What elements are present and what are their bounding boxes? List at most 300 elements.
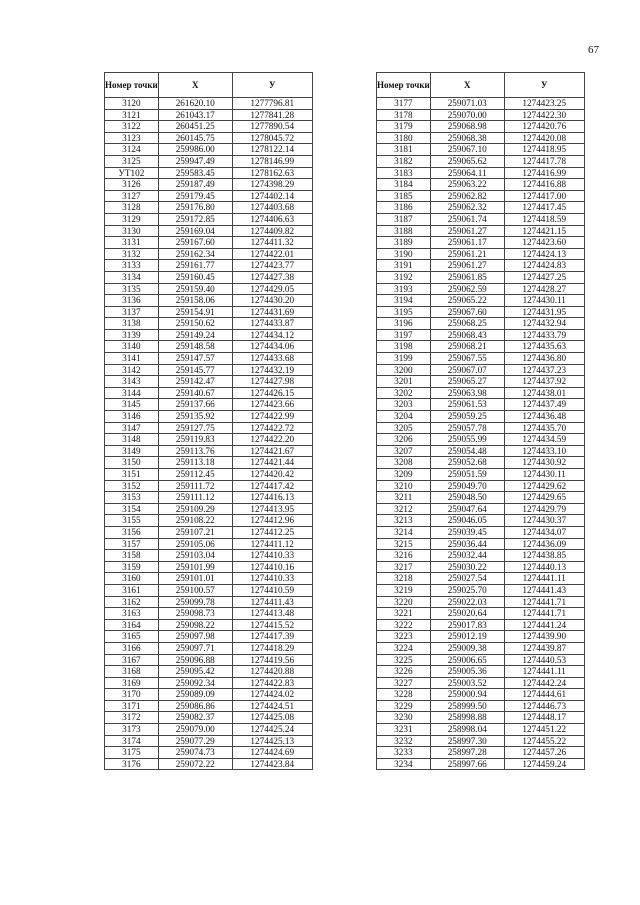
y-coordinate-cell: 1274418.95 bbox=[504, 144, 584, 156]
point-number-cell: 3156 bbox=[105, 526, 159, 538]
table-row bbox=[105, 550, 313, 562]
point-number-cell: 3139 bbox=[105, 329, 159, 341]
x-coordinate-cell: 259145.77 bbox=[158, 364, 232, 376]
point-number-cell: 3199 bbox=[377, 353, 431, 365]
table-row bbox=[105, 387, 313, 399]
y-coordinate-cell: 1274423.25 bbox=[504, 98, 584, 110]
point-number-cell: 3175 bbox=[105, 747, 159, 759]
x-coordinate-cell: 258998.88 bbox=[430, 712, 504, 724]
y-coordinate-cell: 1274441.11 bbox=[504, 666, 584, 678]
point-number-cell: 3185 bbox=[377, 190, 431, 202]
table-row bbox=[377, 480, 585, 492]
point-number-cell: 3232 bbox=[377, 735, 431, 747]
point-number-cell: 3150 bbox=[105, 457, 159, 469]
y-coordinate-cell: 1274437.23 bbox=[504, 364, 584, 376]
x-coordinate-cell: 259074.73 bbox=[158, 747, 232, 759]
table-row bbox=[105, 329, 313, 341]
point-number-cell: УТ102 bbox=[105, 167, 159, 179]
point-number-cell: 3121 bbox=[105, 109, 159, 121]
header-x: X bbox=[430, 73, 504, 98]
table-header-row bbox=[105, 73, 313, 98]
x-coordinate-cell: 259051.59 bbox=[430, 469, 504, 481]
y-coordinate-cell: 1274403.68 bbox=[232, 202, 312, 214]
point-number-cell: 3174 bbox=[105, 735, 159, 747]
table-row bbox=[377, 503, 585, 515]
point-number-cell: 3178 bbox=[377, 109, 431, 121]
y-coordinate-cell: 1274424.69 bbox=[232, 747, 312, 759]
point-number-cell: 3183 bbox=[377, 167, 431, 179]
x-coordinate-cell: 259135.92 bbox=[158, 411, 232, 423]
x-coordinate-cell: 259062.82 bbox=[430, 190, 504, 202]
y-coordinate-cell: 1274412.25 bbox=[232, 526, 312, 538]
y-coordinate-cell: 1274433.79 bbox=[504, 329, 584, 341]
y-coordinate-cell: 1274429.65 bbox=[504, 492, 584, 504]
x-coordinate-cell: 259154.91 bbox=[158, 306, 232, 318]
point-number-cell: 3138 bbox=[105, 318, 159, 330]
x-coordinate-cell: 259082.37 bbox=[158, 712, 232, 724]
y-coordinate-cell: 1274425.13 bbox=[232, 735, 312, 747]
x-coordinate-cell: 259005.36 bbox=[430, 666, 504, 678]
y-coordinate-cell: 1278122.14 bbox=[232, 144, 312, 156]
x-coordinate-cell: 258998.04 bbox=[430, 724, 504, 736]
table-row bbox=[105, 469, 313, 481]
y-coordinate-cell: 1274418.29 bbox=[232, 642, 312, 654]
table-row bbox=[105, 480, 313, 492]
x-coordinate-cell: 259159.40 bbox=[158, 283, 232, 295]
x-coordinate-cell: 259068.21 bbox=[430, 341, 504, 353]
y-coordinate-cell: 1274423.84 bbox=[232, 758, 312, 770]
point-number-cell: 3153 bbox=[105, 492, 159, 504]
x-coordinate-cell: 259061.27 bbox=[430, 260, 504, 272]
point-number-cell: 3210 bbox=[377, 480, 431, 492]
x-coordinate-cell: 259039.45 bbox=[430, 526, 504, 538]
x-coordinate-cell: 259100.57 bbox=[158, 584, 232, 596]
table-row bbox=[377, 550, 585, 562]
point-number-cell: 3159 bbox=[105, 561, 159, 573]
table-row bbox=[377, 747, 585, 759]
y-coordinate-cell: 1274432.94 bbox=[504, 318, 584, 330]
y-coordinate-cell: 1274457.26 bbox=[504, 747, 584, 759]
y-coordinate-cell: 1274412.96 bbox=[232, 515, 312, 527]
table-row bbox=[105, 121, 313, 133]
y-coordinate-cell: 1274441.71 bbox=[504, 608, 584, 620]
point-number-cell: 3145 bbox=[105, 399, 159, 411]
x-coordinate-cell: 259947.49 bbox=[158, 155, 232, 167]
y-coordinate-cell: 1274424.13 bbox=[504, 248, 584, 260]
x-coordinate-cell: 259169.04 bbox=[158, 225, 232, 237]
table-row bbox=[377, 295, 585, 307]
x-coordinate-cell: 259986.00 bbox=[158, 144, 232, 156]
table-row bbox=[377, 341, 585, 353]
y-coordinate-cell: 1274424.02 bbox=[232, 689, 312, 701]
x-coordinate-cell: 259048.50 bbox=[430, 492, 504, 504]
point-number-cell: 3229 bbox=[377, 700, 431, 712]
y-coordinate-cell: 1274430.11 bbox=[504, 469, 584, 481]
y-coordinate-cell: 1274415.52 bbox=[232, 619, 312, 631]
table-row bbox=[105, 724, 313, 736]
x-coordinate-cell: 259101.01 bbox=[158, 573, 232, 585]
point-number-cell: 3231 bbox=[377, 724, 431, 736]
point-number-cell: 3134 bbox=[105, 271, 159, 283]
x-coordinate-cell: 259003.52 bbox=[430, 677, 504, 689]
y-coordinate-cell: 1274426.15 bbox=[232, 387, 312, 399]
point-number-cell: 3187 bbox=[377, 213, 431, 225]
table-row bbox=[377, 353, 585, 365]
y-coordinate-cell: 1274432.19 bbox=[232, 364, 312, 376]
point-number-cell: 3163 bbox=[105, 608, 159, 620]
x-coordinate-cell: 259068.25 bbox=[430, 318, 504, 330]
table-row bbox=[105, 735, 313, 747]
x-coordinate-cell: 259061.85 bbox=[430, 271, 504, 283]
y-coordinate-cell: 1274421.44 bbox=[232, 457, 312, 469]
y-coordinate-cell: 1274427.98 bbox=[232, 376, 312, 388]
table-row bbox=[377, 271, 585, 283]
x-coordinate-cell: 259027.54 bbox=[430, 573, 504, 585]
point-number-cell: 3208 bbox=[377, 457, 431, 469]
x-coordinate-cell: 259068.38 bbox=[430, 132, 504, 144]
x-coordinate-cell: 259057.78 bbox=[430, 422, 504, 434]
x-coordinate-cell: 259097.71 bbox=[158, 642, 232, 654]
y-coordinate-cell: 1274436.80 bbox=[504, 353, 584, 365]
x-coordinate-cell: 259067.60 bbox=[430, 306, 504, 318]
x-coordinate-cell: 260145.75 bbox=[158, 132, 232, 144]
y-coordinate-cell: 1274410.59 bbox=[232, 584, 312, 596]
table-header-row bbox=[377, 73, 585, 98]
x-coordinate-cell: 259025.70 bbox=[430, 584, 504, 596]
table-row bbox=[377, 573, 585, 585]
table-row bbox=[377, 155, 585, 167]
point-number-cell: 3215 bbox=[377, 538, 431, 550]
y-coordinate-cell: 1277890.54 bbox=[232, 121, 312, 133]
x-coordinate-cell: 259583.45 bbox=[158, 167, 232, 179]
table-row bbox=[105, 353, 313, 365]
table-row bbox=[377, 364, 585, 376]
y-coordinate-cell: 1274439.87 bbox=[504, 642, 584, 654]
point-number-cell: 3180 bbox=[377, 132, 431, 144]
table-row bbox=[377, 399, 585, 411]
y-coordinate-cell: 1274420.76 bbox=[504, 121, 584, 133]
table-row bbox=[105, 411, 313, 423]
point-number-cell: 3211 bbox=[377, 492, 431, 504]
point-number-cell: 3181 bbox=[377, 144, 431, 156]
y-coordinate-cell: 1274421.67 bbox=[232, 445, 312, 457]
table-row bbox=[377, 445, 585, 457]
point-number-cell: 3220 bbox=[377, 596, 431, 608]
x-coordinate-cell: 259148.58 bbox=[158, 341, 232, 353]
table-row bbox=[377, 132, 585, 144]
table-row bbox=[105, 457, 313, 469]
table-row bbox=[377, 109, 585, 121]
table-row bbox=[105, 202, 313, 214]
point-number-cell: 3191 bbox=[377, 260, 431, 272]
table-row bbox=[377, 619, 585, 631]
point-number-cell: 3179 bbox=[377, 121, 431, 133]
x-coordinate-cell: 259067.07 bbox=[430, 364, 504, 376]
table-row bbox=[377, 735, 585, 747]
table-row bbox=[377, 515, 585, 527]
x-coordinate-cell: 259047.64 bbox=[430, 503, 504, 515]
x-coordinate-cell: 259098.22 bbox=[158, 619, 232, 631]
y-coordinate-cell: 1274429.05 bbox=[232, 283, 312, 295]
header-y: У bbox=[504, 73, 584, 98]
point-number-cell: 3140 bbox=[105, 341, 159, 353]
point-number-cell: 3216 bbox=[377, 550, 431, 562]
table-row bbox=[377, 689, 585, 701]
table-row bbox=[105, 318, 313, 330]
point-number-cell: 3169 bbox=[105, 677, 159, 689]
x-coordinate-cell: 259086.86 bbox=[158, 700, 232, 712]
table-row bbox=[105, 341, 313, 353]
point-number-cell: 3170 bbox=[105, 689, 159, 701]
y-coordinate-cell: 1274430.20 bbox=[232, 295, 312, 307]
x-coordinate-cell: 261620.10 bbox=[158, 98, 232, 110]
x-coordinate-cell: 259046.05 bbox=[430, 515, 504, 527]
table-row bbox=[105, 573, 313, 585]
y-coordinate-cell: 1274438.85 bbox=[504, 550, 584, 562]
point-number-cell: 3202 bbox=[377, 387, 431, 399]
table-row bbox=[105, 712, 313, 724]
y-coordinate-cell: 1274409.82 bbox=[232, 225, 312, 237]
point-number-cell: 3143 bbox=[105, 376, 159, 388]
table-row bbox=[377, 654, 585, 666]
x-coordinate-cell: 259071.03 bbox=[430, 98, 504, 110]
y-coordinate-cell: 1274440.13 bbox=[504, 561, 584, 573]
y-coordinate-cell: 1274422.83 bbox=[232, 677, 312, 689]
table-row bbox=[105, 747, 313, 759]
x-coordinate-cell: 259111.72 bbox=[158, 480, 232, 492]
table-row bbox=[105, 283, 313, 295]
y-coordinate-cell: 1274455.22 bbox=[504, 735, 584, 747]
y-coordinate-cell: 1274422.72 bbox=[232, 422, 312, 434]
point-number-cell: 3217 bbox=[377, 561, 431, 573]
table-row bbox=[105, 584, 313, 596]
table-row bbox=[105, 434, 313, 446]
x-coordinate-cell: 259067.55 bbox=[430, 353, 504, 365]
y-coordinate-cell: 1274441.43 bbox=[504, 584, 584, 596]
point-number-cell: 3129 bbox=[105, 213, 159, 225]
y-coordinate-cell: 1274417.39 bbox=[232, 631, 312, 643]
table-row bbox=[105, 422, 313, 434]
table-row bbox=[105, 596, 313, 608]
table-row bbox=[105, 295, 313, 307]
point-number-cell: 3193 bbox=[377, 283, 431, 295]
y-coordinate-cell: 1274411.12 bbox=[232, 538, 312, 550]
point-number-cell: 3204 bbox=[377, 411, 431, 423]
table-row bbox=[105, 376, 313, 388]
point-number-cell: 3171 bbox=[105, 700, 159, 712]
x-coordinate-cell: 259036.44 bbox=[430, 538, 504, 550]
x-coordinate-cell: 259187.49 bbox=[158, 179, 232, 191]
y-coordinate-cell: 1274410.33 bbox=[232, 550, 312, 562]
point-number-cell: 3203 bbox=[377, 399, 431, 411]
table-row bbox=[377, 190, 585, 202]
x-coordinate-cell: 259000.94 bbox=[430, 689, 504, 701]
table-row bbox=[377, 318, 585, 330]
x-coordinate-cell: 259065.22 bbox=[430, 295, 504, 307]
table-row bbox=[377, 329, 585, 341]
x-coordinate-cell: 259172.85 bbox=[158, 213, 232, 225]
point-number-cell: 3194 bbox=[377, 295, 431, 307]
y-coordinate-cell: 1274437.92 bbox=[504, 376, 584, 388]
x-coordinate-cell: 258999.50 bbox=[430, 700, 504, 712]
x-coordinate-cell: 259092.34 bbox=[158, 677, 232, 689]
table-row bbox=[377, 469, 585, 481]
point-number-cell: 3166 bbox=[105, 642, 159, 654]
x-coordinate-cell: 259006.65 bbox=[430, 654, 504, 666]
header-point-number: Номер точки bbox=[105, 73, 159, 98]
x-coordinate-cell: 258997.30 bbox=[430, 735, 504, 747]
point-number-cell: 3213 bbox=[377, 515, 431, 527]
table-row bbox=[105, 399, 313, 411]
x-coordinate-cell: 259072.22 bbox=[158, 758, 232, 770]
y-coordinate-cell: 1274424.51 bbox=[232, 700, 312, 712]
table-row bbox=[105, 248, 313, 260]
y-coordinate-cell: 1274430.11 bbox=[504, 295, 584, 307]
point-number-cell: 3167 bbox=[105, 654, 159, 666]
table-row bbox=[377, 608, 585, 620]
point-number-cell: 3123 bbox=[105, 132, 159, 144]
x-coordinate-cell: 259103.04 bbox=[158, 550, 232, 562]
table-row bbox=[105, 167, 313, 179]
table-row bbox=[105, 758, 313, 770]
y-coordinate-cell: 1274430.92 bbox=[504, 457, 584, 469]
table-row bbox=[377, 306, 585, 318]
y-coordinate-cell: 1274421.15 bbox=[504, 225, 584, 237]
y-coordinate-cell: 1274422.30 bbox=[504, 109, 584, 121]
table-row bbox=[377, 422, 585, 434]
point-number-cell: 3164 bbox=[105, 619, 159, 631]
page-number: 67 bbox=[588, 44, 599, 56]
table-row bbox=[105, 515, 313, 527]
point-number-cell: 3186 bbox=[377, 202, 431, 214]
table-row bbox=[105, 260, 313, 272]
table-row bbox=[105, 155, 313, 167]
point-number-cell: 3188 bbox=[377, 225, 431, 237]
x-coordinate-cell: 259052.68 bbox=[430, 457, 504, 469]
x-coordinate-cell: 259127.75 bbox=[158, 422, 232, 434]
y-coordinate-cell: 1274402.14 bbox=[232, 190, 312, 202]
y-coordinate-cell: 1274398.29 bbox=[232, 179, 312, 191]
point-number-cell: 3155 bbox=[105, 515, 159, 527]
point-number-cell: 3154 bbox=[105, 503, 159, 515]
y-coordinate-cell: 1274420.08 bbox=[504, 132, 584, 144]
point-number-cell: 3189 bbox=[377, 237, 431, 249]
point-number-cell: 3127 bbox=[105, 190, 159, 202]
x-coordinate-cell: 259162.34 bbox=[158, 248, 232, 260]
table-row bbox=[377, 561, 585, 573]
point-number-cell: 3122 bbox=[105, 121, 159, 133]
table-row bbox=[377, 202, 585, 214]
point-number-cell: 3126 bbox=[105, 179, 159, 191]
y-coordinate-cell: 1274434.07 bbox=[504, 526, 584, 538]
point-number-cell: 3207 bbox=[377, 445, 431, 457]
table-row bbox=[377, 666, 585, 678]
y-coordinate-cell: 1274410.16 bbox=[232, 561, 312, 573]
point-number-cell: 3227 bbox=[377, 677, 431, 689]
table-row bbox=[377, 121, 585, 133]
header-y: У bbox=[232, 73, 312, 98]
x-coordinate-cell: 259077.29 bbox=[158, 735, 232, 747]
point-number-cell: 3221 bbox=[377, 608, 431, 620]
point-number-cell: 3162 bbox=[105, 596, 159, 608]
table-row bbox=[377, 167, 585, 179]
y-coordinate-cell: 1274437.49 bbox=[504, 399, 584, 411]
y-coordinate-cell: 1274434.12 bbox=[232, 329, 312, 341]
x-coordinate-cell: 259032.44 bbox=[430, 550, 504, 562]
table-row bbox=[105, 306, 313, 318]
point-number-cell: 3168 bbox=[105, 666, 159, 678]
x-coordinate-cell: 259112.45 bbox=[158, 469, 232, 481]
x-coordinate-cell: 259062.32 bbox=[430, 202, 504, 214]
y-coordinate-cell: 1274427.38 bbox=[232, 271, 312, 283]
y-coordinate-cell: 1274440.53 bbox=[504, 654, 584, 666]
y-coordinate-cell: 1274423.77 bbox=[232, 260, 312, 272]
x-coordinate-cell: 261043.17 bbox=[158, 109, 232, 121]
point-number-cell: 3195 bbox=[377, 306, 431, 318]
table-row bbox=[105, 109, 313, 121]
x-coordinate-cell: 259149.24 bbox=[158, 329, 232, 341]
table-row bbox=[377, 144, 585, 156]
table-row bbox=[377, 225, 585, 237]
y-coordinate-cell: 1274434.06 bbox=[232, 341, 312, 353]
table-row bbox=[105, 445, 313, 457]
table-row bbox=[377, 457, 585, 469]
table-row bbox=[105, 666, 313, 678]
y-coordinate-cell: 1274429.79 bbox=[504, 503, 584, 515]
table-row bbox=[105, 561, 313, 573]
y-coordinate-cell: 1274431.69 bbox=[232, 306, 312, 318]
y-coordinate-cell: 1274420.42 bbox=[232, 469, 312, 481]
point-number-cell: 3173 bbox=[105, 724, 159, 736]
table-row bbox=[377, 538, 585, 550]
y-coordinate-cell: 1274425.24 bbox=[232, 724, 312, 736]
x-coordinate-cell: 259113.18 bbox=[158, 457, 232, 469]
point-number-cell: 3131 bbox=[105, 237, 159, 249]
y-coordinate-cell: 1274441.71 bbox=[504, 596, 584, 608]
point-number-cell: 3209 bbox=[377, 469, 431, 481]
y-coordinate-cell: 1278045.72 bbox=[232, 132, 312, 144]
y-coordinate-cell: 1274438.01 bbox=[504, 387, 584, 399]
y-coordinate-cell: 1274413.95 bbox=[232, 503, 312, 515]
point-number-cell: 3125 bbox=[105, 155, 159, 167]
x-coordinate-cell: 259009.38 bbox=[430, 642, 504, 654]
coordinates-table-left bbox=[104, 72, 313, 770]
table-row bbox=[105, 492, 313, 504]
y-coordinate-cell: 1274422.01 bbox=[232, 248, 312, 260]
table-row bbox=[377, 260, 585, 272]
x-coordinate-cell: 259101.99 bbox=[158, 561, 232, 573]
point-number-cell: 3148 bbox=[105, 434, 159, 446]
point-number-cell: 3214 bbox=[377, 526, 431, 538]
table-row bbox=[377, 758, 585, 770]
point-number-cell: 3161 bbox=[105, 584, 159, 596]
x-coordinate-cell: 259096.88 bbox=[158, 654, 232, 666]
point-number-cell: 3198 bbox=[377, 341, 431, 353]
table-row bbox=[105, 619, 313, 631]
x-coordinate-cell: 259020.64 bbox=[430, 608, 504, 620]
point-number-cell: 3124 bbox=[105, 144, 159, 156]
header-point-number: Номер точки bbox=[377, 73, 431, 98]
point-number-cell: 3225 bbox=[377, 654, 431, 666]
y-coordinate-cell: 1274418.59 bbox=[504, 213, 584, 225]
x-coordinate-cell: 259176.80 bbox=[158, 202, 232, 214]
table-row bbox=[105, 677, 313, 689]
y-coordinate-cell: 1277841.28 bbox=[232, 109, 312, 121]
table-row bbox=[105, 179, 313, 191]
x-coordinate-cell: 259061.21 bbox=[430, 248, 504, 260]
y-coordinate-cell: 1274448.17 bbox=[504, 712, 584, 724]
y-coordinate-cell: 1274419.56 bbox=[232, 654, 312, 666]
